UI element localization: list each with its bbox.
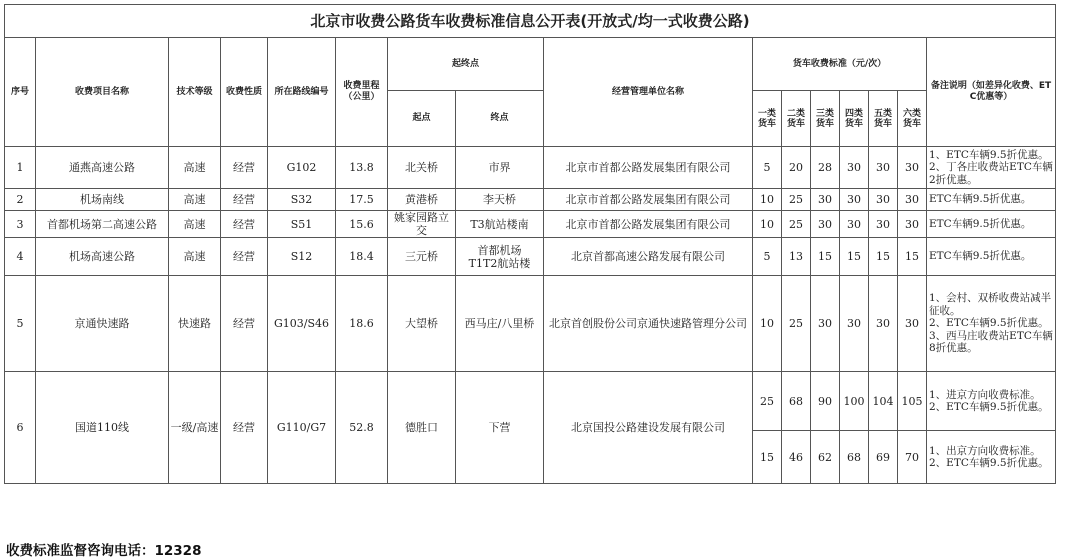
row-mileage: 13.8 xyxy=(336,147,388,189)
row-name: 国道110线 xyxy=(36,372,169,484)
row-mileage: 52.8 xyxy=(336,372,388,484)
row-start: 姚家园路立交 xyxy=(388,211,456,238)
row-name: 通燕高速公路 xyxy=(36,147,169,189)
row-route: S12 xyxy=(268,238,336,276)
row-remark: 1、会村、双桥收费站减半征收。 2、ETC车辆9.5折优惠。 3、西马庄收费站ETC车辆 8折优惠。 xyxy=(927,276,1056,372)
row-seq: 1 xyxy=(5,147,36,189)
table-row xyxy=(5,276,1056,372)
row-fee-class-2: 46 xyxy=(782,431,811,484)
row-start: 黄港桥 xyxy=(388,189,456,211)
row-fee-class-3: 15 xyxy=(811,238,840,276)
row-fee-class-3: 30 xyxy=(811,189,840,211)
row-end: 李天桥 xyxy=(456,189,544,211)
row-fee-class-5: 30 xyxy=(869,189,898,211)
row-route: S51 xyxy=(268,211,336,238)
row-fee-class-2: 68 xyxy=(782,372,811,431)
row-fee-class-1: 10 xyxy=(753,211,782,238)
row-fee-class-5: 69 xyxy=(869,431,898,484)
header-end: 终点 xyxy=(456,91,544,147)
row-fee-class-1: 5 xyxy=(753,238,782,276)
header-seq: 序号 xyxy=(5,38,36,147)
row-fee-class-6: 15 xyxy=(898,238,927,276)
row-grade: 一级/高速 xyxy=(169,372,221,484)
row-start: 德胜口 xyxy=(388,372,456,484)
row-fee-class-4: 30 xyxy=(840,147,869,189)
header-class-2: 二类货车 xyxy=(782,91,811,147)
row-route: S32 xyxy=(268,189,336,211)
row-route: G102 xyxy=(268,147,336,189)
row-grade: 高速 xyxy=(169,189,221,211)
row-nature: 经营 xyxy=(221,147,268,189)
row-operator: 北京市首都公路发展集团有限公司 xyxy=(544,147,753,189)
row-operator: 北京市首都公路发展集团有限公司 xyxy=(544,189,753,211)
row-operator: 北京市首都公路发展集团有限公司 xyxy=(544,211,753,238)
row-mileage: 18.4 xyxy=(336,238,388,276)
row-nature: 经营 xyxy=(221,211,268,238)
row-start: 大望桥 xyxy=(388,276,456,372)
row-fee-class-3: 90 xyxy=(811,372,840,431)
row-seq: 2 xyxy=(5,189,36,211)
row-fee-class-6: 105 xyxy=(898,372,927,431)
row-remark: ETC车辆9.5折优惠。 xyxy=(927,238,1056,276)
header-name: 收费项目名称 xyxy=(36,38,169,147)
row-fee-class-6: 30 xyxy=(898,189,927,211)
header-nature: 收费性质 xyxy=(221,38,268,147)
row-fee-class-1: 10 xyxy=(753,189,782,211)
header-operator: 经营管理单位名称 xyxy=(544,38,753,147)
table-body xyxy=(5,147,1056,484)
row-fee-class-3: 30 xyxy=(811,211,840,238)
row-route: G110/G7 xyxy=(268,372,336,484)
row-mileage: 17.5 xyxy=(336,189,388,211)
row-remark: 1、进京方向收费标准。 2、ETC车辆9.5折优惠。 xyxy=(927,372,1056,431)
table-title: 北京市收费公路货车收费标准信息公开表(开放式/均一式收费公路) xyxy=(5,5,1056,38)
row-remark: 1、出京方向收费标准。 2、ETC车辆9.5折优惠。 xyxy=(927,431,1056,484)
row-fee-class-4: 15 xyxy=(840,238,869,276)
header-route: 所在路线编号 xyxy=(268,38,336,147)
row-start: 北关桥 xyxy=(388,147,456,189)
table-row xyxy=(5,372,1056,431)
row-fee-class-4: 30 xyxy=(840,211,869,238)
header-class-1: 一类货车 xyxy=(753,91,782,147)
row-remark: ETC车辆9.5折优惠。 xyxy=(927,189,1056,211)
row-nature: 经营 xyxy=(221,372,268,484)
row-start: 三元桥 xyxy=(388,238,456,276)
row-mileage: 18.6 xyxy=(336,276,388,372)
row-nature: 经营 xyxy=(221,189,268,211)
row-fee-class-2: 25 xyxy=(782,211,811,238)
row-nature: 经营 xyxy=(221,238,268,276)
row-fee-class-4: 30 xyxy=(840,276,869,372)
table-row xyxy=(5,238,1056,276)
row-grade: 高速 xyxy=(169,211,221,238)
row-end: 西马庄/八里桥 xyxy=(456,276,544,372)
header-mileage: 收费里程（公里） xyxy=(336,38,388,147)
row-seq: 4 xyxy=(5,238,36,276)
row-seq: 5 xyxy=(5,276,36,372)
row-fee-class-5: 30 xyxy=(869,211,898,238)
row-operator: 北京首都高速公路发展有限公司 xyxy=(544,238,753,276)
row-fee-class-6: 30 xyxy=(898,147,927,189)
row-end: 市界 xyxy=(456,147,544,189)
row-fee-class-5: 15 xyxy=(869,238,898,276)
row-fee-class-6: 70 xyxy=(898,431,927,484)
row-remark: ETC车辆9.5折优惠。 xyxy=(927,211,1056,238)
header-class-4: 四类货车 xyxy=(840,91,869,147)
row-seq: 6 xyxy=(5,372,36,484)
header-class-6: 六类货车 xyxy=(898,91,927,147)
row-remark: 1、ETC车辆9.5折优惠。 2、丁各庄收费站ETC车辆 2折优惠。 xyxy=(927,147,1056,189)
row-end: T3航站楼南 xyxy=(456,211,544,238)
row-name: 机场南线 xyxy=(36,189,169,211)
row-grade: 快速路 xyxy=(169,276,221,372)
row-fee-class-5: 30 xyxy=(869,276,898,372)
header-start: 起点 xyxy=(388,91,456,147)
row-fee-class-3: 28 xyxy=(811,147,840,189)
row-fee-class-2: 25 xyxy=(782,276,811,372)
row-operator: 北京首创股份公司京通快速路管理分公司 xyxy=(544,276,753,372)
row-mileage: 15.6 xyxy=(336,211,388,238)
row-seq: 3 xyxy=(5,211,36,238)
row-fee-class-2: 25 xyxy=(782,189,811,211)
header-fee-group: 货车收费标准（元/次） xyxy=(753,38,927,91)
header-grade: 技术等级 xyxy=(169,38,221,147)
row-end: 下营 xyxy=(456,372,544,484)
row-fee-class-5: 30 xyxy=(869,147,898,189)
row-fee-class-6: 30 xyxy=(898,276,927,372)
header-endpoints: 起终点 xyxy=(388,38,544,91)
table-row xyxy=(5,189,1056,211)
row-name: 首都机场第二高速公路 xyxy=(36,211,169,238)
table-row xyxy=(5,147,1056,189)
row-grade: 高速 xyxy=(169,147,221,189)
table-row xyxy=(5,211,1056,238)
row-fee-class-1: 25 xyxy=(753,372,782,431)
row-name: 京通快速路 xyxy=(36,276,169,372)
header-class-3: 三类货车 xyxy=(811,91,840,147)
row-fee-class-1: 15 xyxy=(753,431,782,484)
row-fee-class-4: 68 xyxy=(840,431,869,484)
row-fee-class-2: 13 xyxy=(782,238,811,276)
row-end: 首都机场 T1T2航站楼 xyxy=(456,238,544,276)
row-nature: 经营 xyxy=(221,276,268,372)
row-operator: 北京国投公路建设发展有限公司 xyxy=(544,372,753,484)
hotline-text: 收费标准监督咨询电话：12328 xyxy=(6,543,202,559)
row-fee-class-5: 104 xyxy=(869,372,898,431)
row-fee-class-4: 30 xyxy=(840,189,869,211)
row-fee-class-3: 62 xyxy=(811,431,840,484)
row-fee-class-3: 30 xyxy=(811,276,840,372)
row-fee-class-4: 100 xyxy=(840,372,869,431)
row-name: 机场高速公路 xyxy=(36,238,169,276)
row-route: G103/S46 xyxy=(268,276,336,372)
row-fee-class-6: 30 xyxy=(898,211,927,238)
header-class-5: 五类货车 xyxy=(869,91,898,147)
row-grade: 高速 xyxy=(169,238,221,276)
row-fee-class-2: 20 xyxy=(782,147,811,189)
toll-standard-table xyxy=(4,4,1056,484)
row-fee-class-1: 5 xyxy=(753,147,782,189)
header-remarks: 备注说明（如差异化收费、ETC优惠等） xyxy=(927,38,1056,147)
row-fee-class-1: 10 xyxy=(753,276,782,372)
